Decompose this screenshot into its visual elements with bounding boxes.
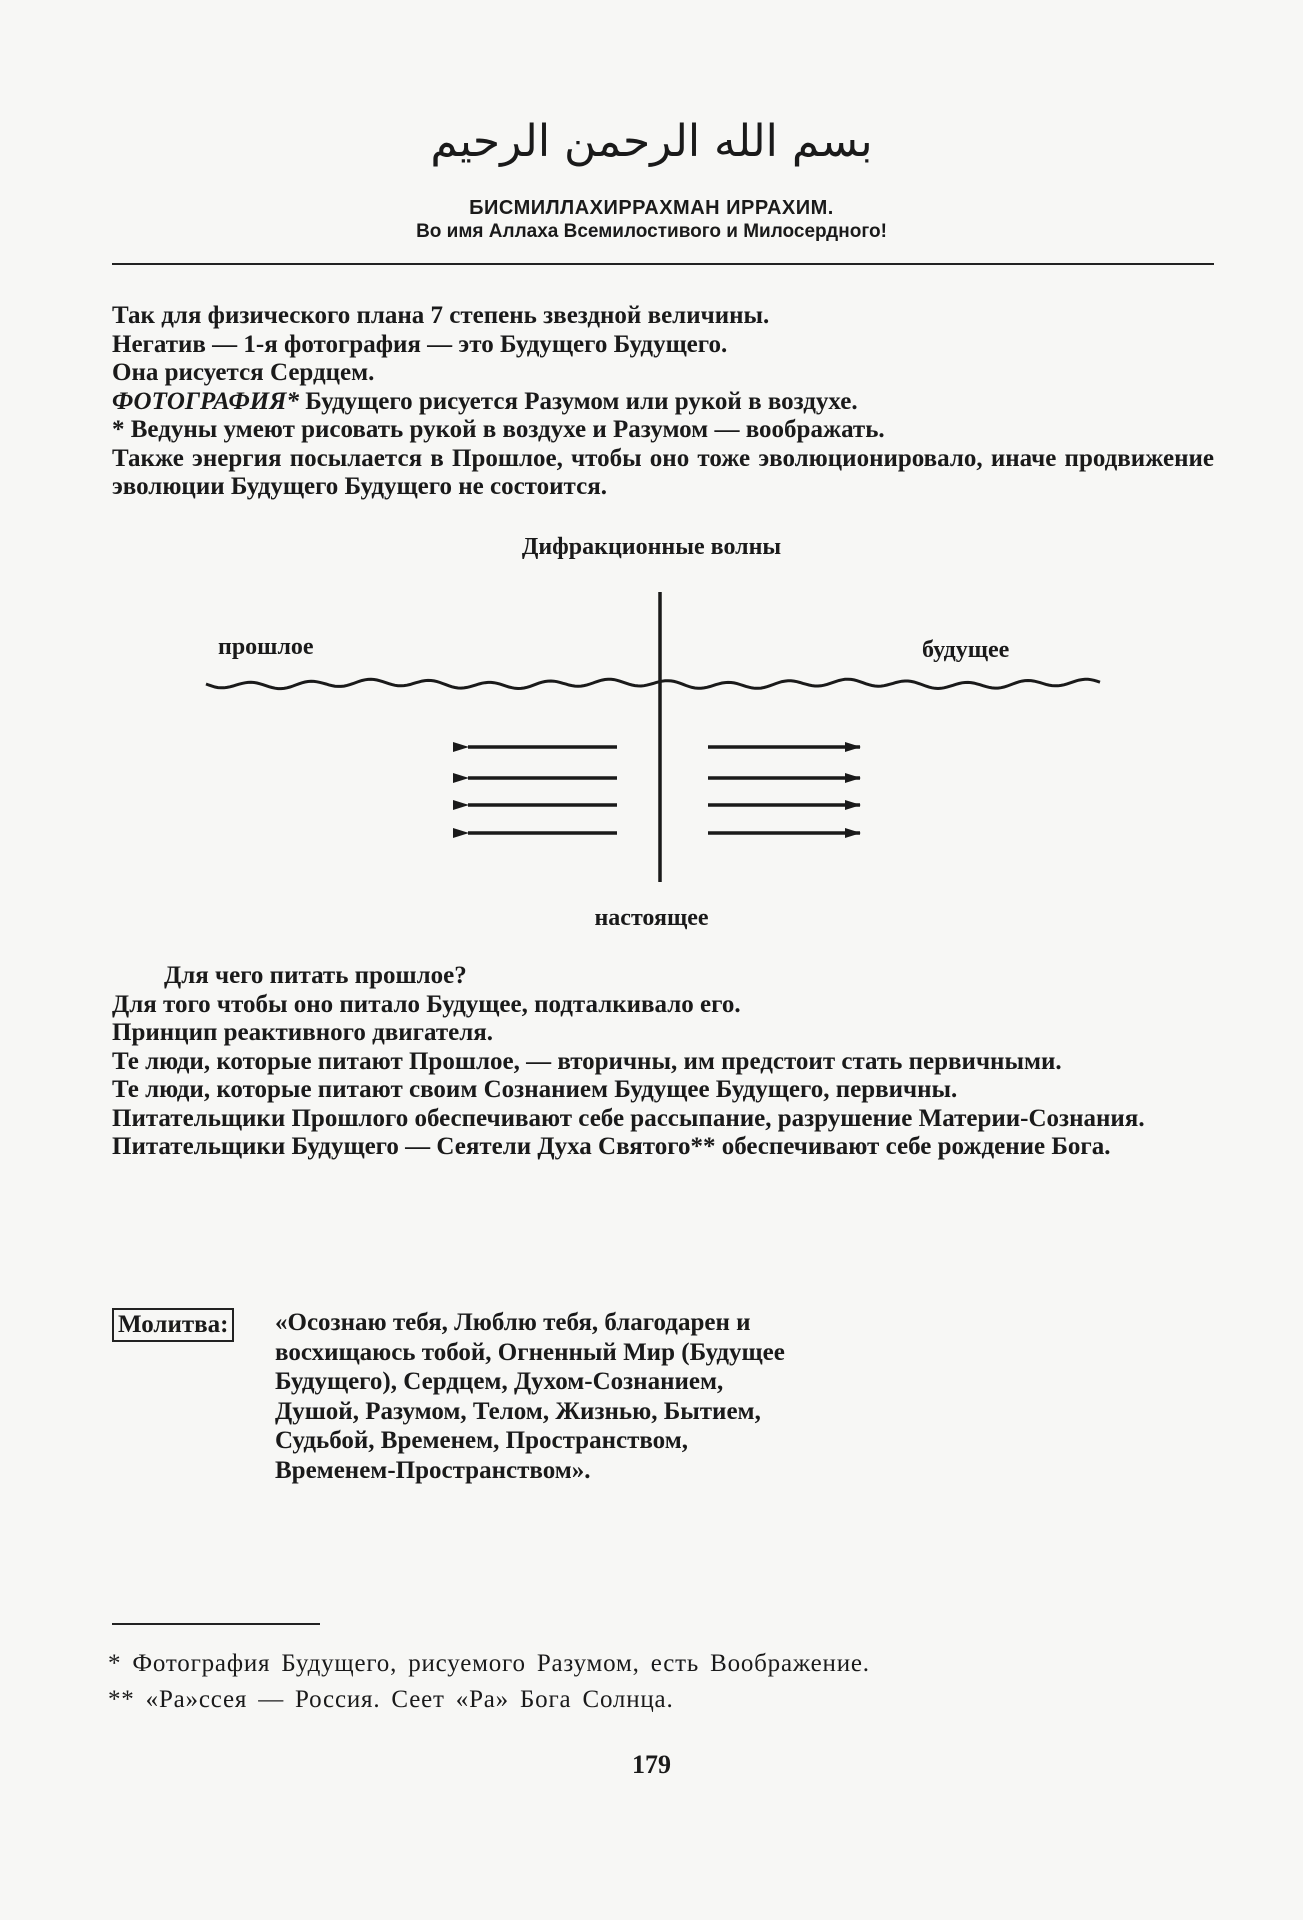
prayer-text <box>275 1308 1055 1485</box>
photo-text: Будущего рисуется Разумом или рукой в воздухе. <box>298 387 858 415</box>
body-line: Питательщики Будущего — Сеятели Духа Святого** обеспечивают себе рождение Бога. <box>112 1133 1111 1160</box>
arrows-left-group <box>468 747 617 833</box>
label-past: прошлое <box>218 634 314 660</box>
body-line: Для того чтобы оно питало Будущее, подталкивало его. <box>112 990 741 1018</box>
body-line: Те люди, которые питают своим Сознанием Будущее Будущего, первичны. <box>112 1076 958 1103</box>
page-number: 179 <box>632 1750 671 1779</box>
prayer-line: Будущего), Сердцем, Духом-Сознанием, <box>275 1368 724 1395</box>
body-line: Питательщики Прошлого обеспечивают себе рассыпание, разрушение Материи-Сознания. <box>112 1104 1145 1132</box>
footnote-divider <box>112 1623 320 1625</box>
prayer-line: Судьбой, Временем, Пространством, <box>275 1427 688 1454</box>
photo-label: ФОТОГРАФИЯ* <box>112 387 299 415</box>
intro-line: Она рисуется Сердцем. <box>112 359 375 386</box>
diagram-title: Дифракционные волны <box>521 534 782 560</box>
label-present: настоящее <box>594 905 709 931</box>
bismillah-calligraphy: بسم الله الرحمن الرحيم <box>430 116 873 167</box>
body-line: Принцип реактивного двигателя. <box>112 1019 494 1046</box>
label-future: будущее <box>922 637 1010 663</box>
prayer-label-box: Молитва: <box>112 1308 234 1342</box>
intro-line: Негатив — 1-я фотография — это Будущего Будущего. <box>112 330 728 358</box>
wave-line <box>206 679 1100 688</box>
arrows-right-group <box>708 747 860 833</box>
body-line: Те люди, которые питают Прошлое, — вторичны, им предстоит стать первичными. <box>112 1047 1062 1075</box>
prayer-line: Временем-Пространством». <box>275 1456 591 1484</box>
body-paragraph <box>112 962 1214 1162</box>
header-subtitle: Во имя Аллаха Всемилостивого и Милосердного! <box>416 221 887 242</box>
prayer-line: восхищаюсь тобой, Огненный Мир (Будущее <box>275 1338 785 1366</box>
star-line: * Ведуны умеют рисовать рукой в воздухе и Разумом — воображать. <box>112 416 885 443</box>
header-title: БИСМИЛЛАХИРРАХМАН ИРРАХИМ. <box>469 197 834 219</box>
prayer-line: «Осознаю тебя, Люблю тебя, благодарен и <box>275 1309 751 1336</box>
question-line: Для чего питать прошлое? <box>164 962 467 989</box>
energy-line: Также энергия посылается в Прошлое, чтобы оно тоже эволюционировало, иначе продвижение эволюции Будущего Будущего не состоится. <box>112 444 1214 500</box>
footnote-1: * Фотография Будущего, рисуемого Разумом, есть Воображение. <box>108 1650 870 1677</box>
intro-line: Так для физического плана 7 степень звездной величины. <box>112 302 770 329</box>
prayer-line: Душой, Разумом, Телом, Жизнью, Бытием, <box>275 1397 761 1425</box>
footnote-2: ** «Ра»ссея — Россия. Сеет «Ра» Бога Солнца. <box>108 1686 674 1713</box>
